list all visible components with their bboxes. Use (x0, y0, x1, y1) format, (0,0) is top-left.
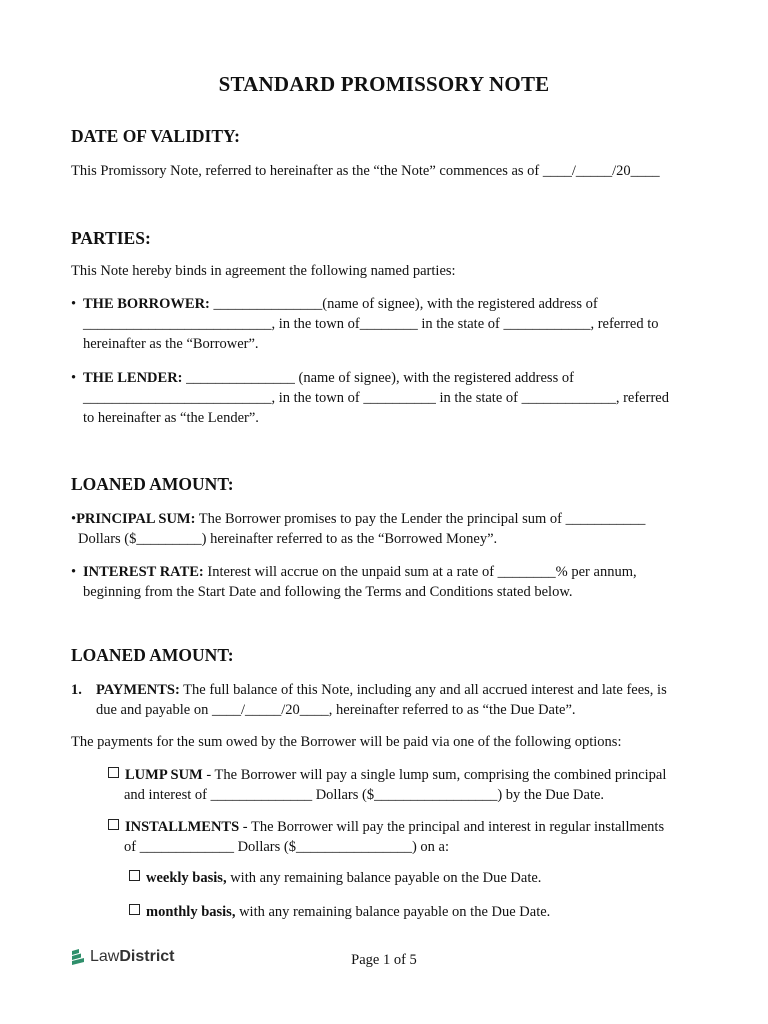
installments-line-2: of _____________ Dollars ($________________) on a: (124, 839, 450, 855)
bullet: • (71, 370, 77, 386)
lender-item (71, 368, 669, 428)
borrower-line-1: _______________(name of signee), with the registered address of (209, 296, 598, 312)
lump-sum-checkbox[interactable] (108, 767, 119, 778)
monthly-label: monthly basis, (146, 904, 236, 920)
principal-line-2: Dollars ($_________) hereinafter referred to as the “Borrowed Money”. (78, 531, 498, 547)
payments-line-1: The full balance of this Note, including any and all accrued interest and late fees, is (179, 682, 667, 698)
page-number: Page 1 of 5 (351, 952, 417, 968)
monthly-text: with any remaining balance payable on the Due Date. (235, 904, 551, 920)
logo-text-light: Law (90, 948, 120, 965)
lump-sum-label: LUMP SUM (125, 767, 203, 783)
lender-line-2: __________________________, in the town of __________ in the state of _____________, referred (83, 390, 669, 406)
borrower-line-2: __________________________, in the town of________ in the state of ____________, referred to (83, 316, 659, 332)
monthly-option (129, 902, 550, 922)
loaned-amount-heading-2: LOANED AMOUNT: (71, 645, 234, 665)
principal-line-1: The Borrower promises to pay the Lender the principal sum of ___________ (195, 511, 646, 527)
parties-intro: This Note hereby binds in agreement the following named parties: (71, 263, 456, 279)
loaned-amount-heading: LOANED AMOUNT: (71, 474, 234, 494)
weekly-text: with any remaining balance payable on the Due Date. (226, 870, 542, 886)
document-title: STANDARD PROMISSORY NOTE (218, 72, 550, 96)
validity-heading: DATE OF VALIDITY: (71, 126, 240, 146)
lump-sum-line-1: - The Borrower will pay a single lump sum, comprising the combined principal (202, 767, 667, 783)
weekly-label: weekly basis, (146, 870, 227, 886)
parties-heading: PARTIES: (71, 228, 151, 248)
interest-line-1: Interest will accrue on the unpaid sum at a rate of ________% per annum, (203, 564, 637, 580)
lender-label: THE LENDER: (83, 370, 183, 386)
payments-label: PAYMENTS: (96, 682, 180, 698)
borrower-label: THE BORROWER: (83, 296, 210, 312)
borrower-line-3: hereinafter as the “Borrower”. (83, 336, 259, 352)
bullet: • (71, 296, 77, 312)
installments-checkbox[interactable] (108, 819, 119, 830)
lump-sum-option (108, 765, 666, 805)
payments-item (71, 680, 667, 720)
installments-line-1: - The Borrower will pay the principal and interest in regular installments (239, 819, 665, 835)
weekly-option (129, 868, 541, 888)
interest-line-2: beginning from the Start Date and following the Terms and Conditions stated below. (83, 584, 573, 600)
lender-line-3: to hereinafter as “the Lender”. (83, 410, 259, 426)
options-intro: The payments for the sum owed by the Borrower will be paid via one of the following options: (71, 734, 622, 750)
bullet: • (71, 564, 77, 580)
payments-line-2: due and payable on ____/_____/20____, hereinafter referred to as “the Due Date”. (96, 702, 576, 718)
installments-label: INSTALLMENTS (125, 819, 240, 835)
validity-text: This Promissory Note, referred to hereinafter as the “the Note” commences as of ____/_____/20____ (71, 163, 660, 179)
principal-label: PRINCIPAL SUM: (76, 511, 196, 527)
monthly-checkbox[interactable] (129, 904, 140, 915)
lump-sum-line-2: and interest of ______________ Dollars ($_________________) by the Due Date. (124, 787, 605, 803)
interest-item (71, 562, 637, 602)
bullet: • (71, 511, 77, 527)
logo-text-bold: District (119, 948, 175, 965)
item-number: 1. (71, 682, 82, 698)
interest-label: INTEREST RATE: (83, 564, 204, 580)
installments-option (108, 817, 664, 857)
weekly-checkbox[interactable] (129, 870, 140, 881)
lender-line-1: _______________ (name of signee), with the registered address of (182, 370, 574, 386)
principal-item (71, 509, 645, 549)
borrower-item (71, 294, 659, 354)
